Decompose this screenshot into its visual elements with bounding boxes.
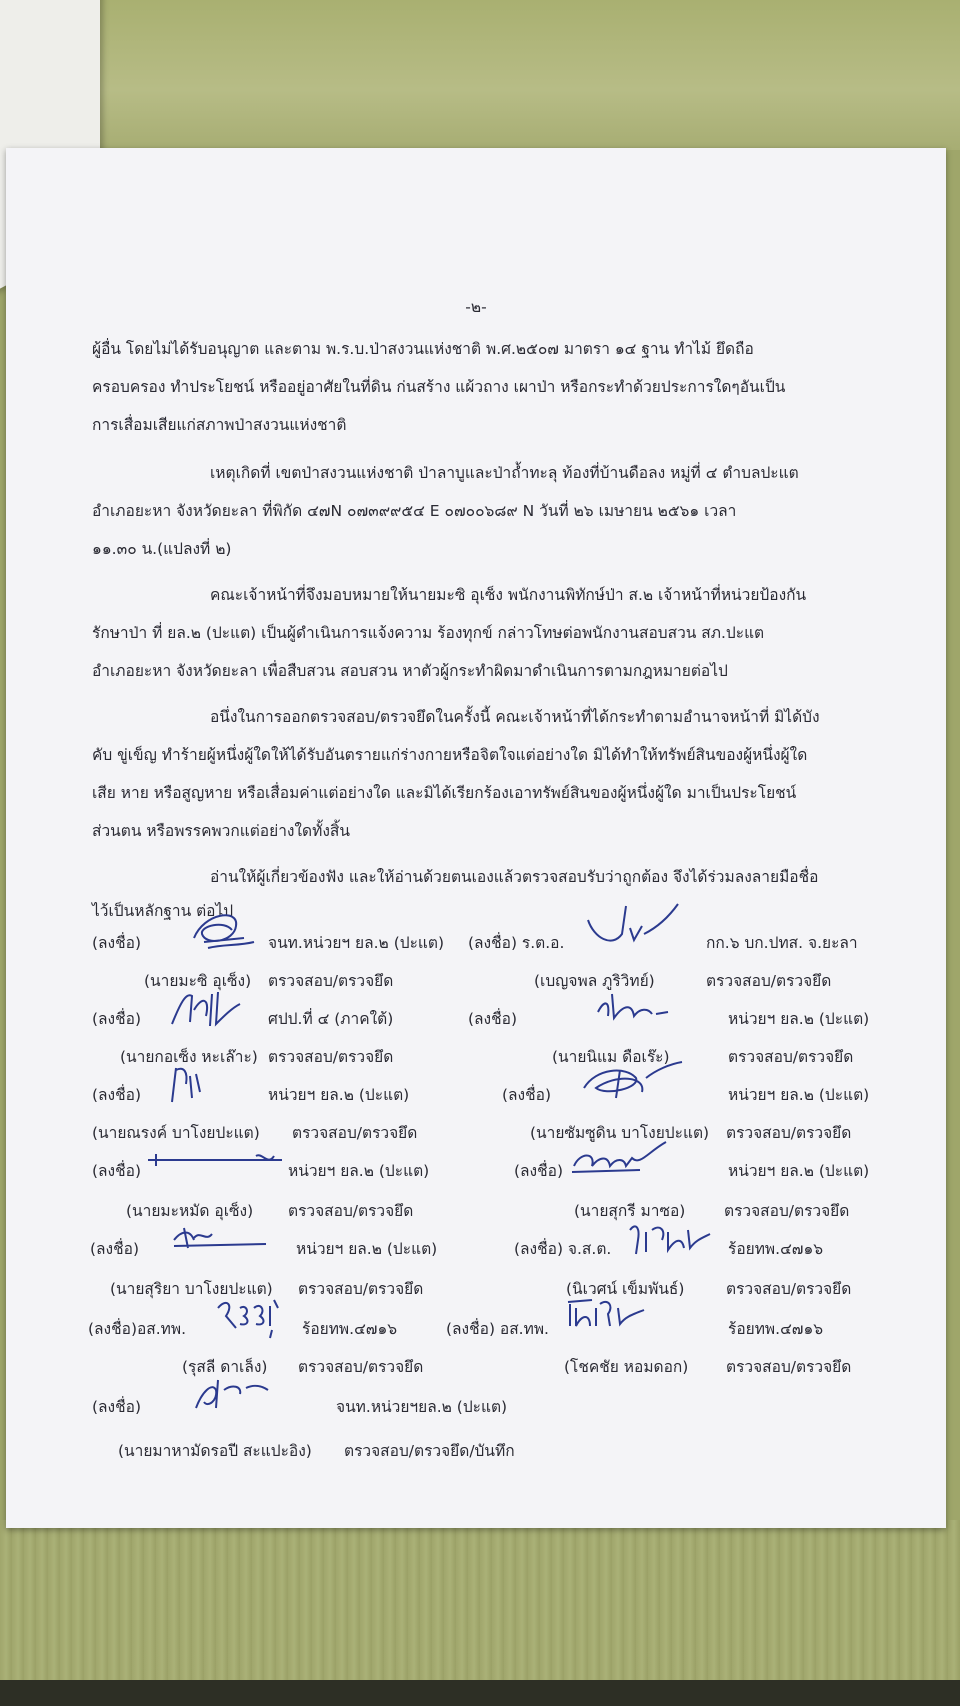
paragraph-1-line-2: ครอบครอง ทำประโยชน์ หรืออยู่อาศัยในที่ดิน ก่นสร้าง แผ้วถาง เผาป่า หรือกระทำด้วยประการใดๆอันเป็น [92,378,786,396]
signature-2-right-name: (นายนิแม ดือเร๊ะ) [552,1048,670,1066]
signature-5-left-role: ตรวจสอบ/ตรวจยึด [298,1280,424,1298]
signature-4-left-handwriting [146,1148,286,1172]
signature-2-left-name: (นายกอเซ็ง หะเล๊าะ) [120,1048,258,1066]
signature-2-left-role: ตรวจสอบ/ตรวจยึด [268,1048,394,1066]
signature-4-left-position: หน่วยฯ ยล.๒ (ปะแต) [288,1162,430,1180]
signature-1-right-role: ตรวจสอบ/ตรวจยึด [706,972,832,990]
signature-4-right-name: (นายสุกรี มาซอ) [574,1202,686,1220]
signature-6-left-label: (ลงชื่อ)อส.ทพ. [88,1320,187,1338]
signature-4-left-name: (นายมะหมัด อุเซ็ง) [126,1202,254,1220]
signature-6-right-position: ร้อยทพ.๔๗๑๖ [728,1320,824,1338]
signature-5-right-role: ตรวจสอบ/ตรวจยึด [726,1280,852,1298]
signature-7-left-role: ตรวจสอบ/ตรวจยึด/บันทึก [344,1442,515,1460]
signature-2-right-handwriting [594,990,674,1026]
page-number: -๒- [465,298,487,316]
paragraph-4-line-2: คับ ขู่เข็ญ ทำร้ายผู้หนึ่งผู้ใดให้ได้รับอันตรายแก่ร่างกายหรือจิตใจแต่อย่างใด มิได้ทำให้ทรัพย์สินของผู้หนึ่งผู้ใด [92,746,808,764]
paragraph-4-line-3: เสีย หาย หรือสูญหาย หรือเสื่อมค่าแต่อย่างใด และมิได้เรียกร้องเอาทรัพย์สินของผู้หนึ่งผู้ใด มาเป็นประโยชน์ [92,784,797,802]
signature-3-right-name: (นายซัมซูดิน บาโงยปะแต) [530,1124,710,1142]
paragraph-1-line-3: การเสื่อมเสียแก่สภาพป่าสงวนแห่งชาติ [92,416,347,434]
signature-1-right-label: (ลงชื่อ) ร.ต.อ. [468,934,565,952]
signature-3-left-label: (ลงชื่อ) [92,1086,141,1104]
signature-4-left-role: ตรวจสอบ/ตรวจยึด [288,1202,414,1220]
signature-2-left-label: (ลงชื่อ) [92,1010,141,1028]
signature-4-right-role: ตรวจสอบ/ตรวจยึด [724,1202,850,1220]
signature-5-right-position: ร้อยทพ.๔๗๑๖ [728,1240,824,1258]
paragraph-3-line-2: รักษาป่า ที่ ยล.๒ (ปะแต) เป็นผู้ดำเนินการแจ้งความ ร้องทุกข์ กล่าวโทษต่อพนักงานสอบสวน สภ.ปะแต [92,624,765,642]
signature-3-left-position: หน่วยฯ ยล.๒ (ปะแต) [268,1086,410,1104]
paragraph-4-line-4: ส่วนตน หรือพรรคพวกแต่อย่างใดทั้งสิ้น [92,822,350,840]
signature-2-left-position: ศปป.ที่ ๔ (ภาคใต้) [268,1010,394,1028]
signature-2-left-handwriting [166,986,246,1030]
signature-1-right-position: กก.๖ บก.ปทส. จ.ยะลา [706,934,858,952]
signature-5-left-handwriting [170,1222,270,1252]
document-page [6,148,946,1528]
signature-5-left-label: (ลงชื่อ) [90,1240,139,1258]
signature-3-left-role: ตรวจสอบ/ตรวจยึด [292,1124,418,1142]
signature-1-left-position: จนท.หน่วยฯ ยล.๒ (ปะแต) [268,934,445,952]
signature-6-right-handwriting [562,1294,652,1334]
signature-1-left-role: ตรวจสอบ/ตรวจยึด [268,972,394,990]
paragraph-3-line-3: อำเภอยะหา จังหวัดยะลา เพื่อสืบสวน สอบสวน หาตัวผู้กระทำผิดมาดำเนินการตามกฎหมายต่อไป [92,662,728,680]
signature-5-left-position: หน่วยฯ ยล.๒ (ปะแต) [296,1240,438,1258]
paragraph-2-line-3: ๑๑.๓๐ น.(แปลงที่ ๒) [92,540,232,558]
signature-3-right-position: หน่วยฯ ยล.๒ (ปะแต) [728,1086,870,1104]
signature-6-right-label: (ลงชื่อ) อส.ทพ. [446,1320,549,1338]
signature-3-right-handwriting [576,1058,686,1102]
signature-1-left-label: (ลงชื่อ) [92,934,141,952]
signature-4-right-handwriting [570,1138,670,1178]
signature-1-right-name: (เบญจพล ภูริวิทย์) [534,972,655,990]
signature-3-right-label: (ลงชื่อ) [502,1086,551,1104]
paragraph-5-line-2: ไว้เป็นหลักฐาน ต่อไป [92,902,234,920]
signature-1-left-name: (นายมะซิ อุเซ็ง) [144,972,252,990]
paragraph-4-line-1: อนึ่งในการออกตรวจสอบ/ตรวจยึดในครั้งนี้ คณะเจ้าหน้าที่ได้กระทำตามอำนาจหน้าที่ มิได้บัง [210,708,820,726]
signature-5-right-handwriting [626,1218,716,1258]
signature-7-left-position: จนท.หน่วยฯยล.๒ (ปะแต) [336,1398,508,1416]
signature-6-left-name: (รุสลี ดาเล็ง) [182,1358,268,1376]
document-body [6,148,946,1528]
background-floor-shadow [0,1680,960,1706]
signature-2-right-position: หน่วยฯ ยล.๒ (ปะแต) [728,1010,870,1028]
paragraph-2-line-2: อำเภอยะหา จังหวัดยะลา ที่พิกัด ๔๗N ๐๗๓๙๙๕๔ E ๐๗๐๐๖๘๙ N วันที่ ๒๖ เมษายน ๒๕๖๑ เวลา [92,502,737,520]
signature-3-left-name: (นายณรงค์ บาโงยปะแต) [92,1124,260,1142]
signature-3-right-role: ตรวจสอบ/ตรวจยึด [726,1124,852,1142]
signature-1-right-handwriting [582,898,682,952]
signature-7-left-name: (นายมาหามัดรอปี สะแปะอิง) [118,1442,312,1460]
signature-4-right-position: หน่วยฯ ยล.๒ (ปะแต) [728,1162,870,1180]
signature-6-right-name: (โชคชัย หอมดอก) [564,1358,689,1376]
signature-7-left-label: (ลงชื่อ) [92,1398,141,1416]
paragraph-5-line-1: อ่านให้ผู้เกี่ยวข้องฟัง และให้อ่านด้วยตนเองแล้วตรวจสอบรับว่าถูกต้อง จึงได้ร่วมลงลายมือชื่อ [210,868,819,886]
signature-3-left-handwriting [166,1062,216,1106]
signature-2-right-role: ตรวจสอบ/ตรวจยึด [728,1048,854,1066]
signature-5-right-name: (นิเวศน์ เข็มพันธ์) [566,1280,685,1298]
signature-5-left-name: (นายสุริยา บาโงยปะแต) [110,1280,273,1298]
signature-6-left-handwriting [212,1294,292,1340]
signature-6-left-position: ร้อยทพ.๔๗๑๖ [302,1320,398,1338]
background-bottom [0,1520,960,1706]
signature-6-right-role: ตรวจสอบ/ตรวจยึด [726,1358,852,1376]
signature-4-left-label: (ลงชื่อ) [92,1162,141,1180]
signature-6-left-role: ตรวจสอบ/ตรวจยึด [298,1358,424,1376]
paragraph-3-line-1: คณะเจ้าหน้าที่จึงมอบหมายให้นายมะซิ อุเซ็ง พนักงานพิทักษ์ป่า ส.๒ เจ้าหน้าที่หน่วยป้องกัน [210,586,807,604]
signature-2-right-label: (ลงชื่อ) [468,1010,517,1028]
signature-7-left-handwriting [192,1374,272,1414]
paragraph-2-line-1: เหตุเกิดที่ เขตป่าสงวนแห่งชาติ ป่าลาบูและป่าถ้ำทะลุ ท้องที่บ้านดือลง หมู่ที่ ๔ ตำบลปะแต [210,464,799,482]
paragraph-1-line-1: ผู้อื่น โดยไม่ได้รับอนุญาต และตาม พ.ร.บ.ป่าสงวนแห่งชาติ พ.ศ.๒๕๐๗ มาตรา ๑๔ ฐาน ทำไม้ ยึดถือ [92,340,754,358]
signature-1-left-handwriting [184,908,264,952]
background-top [0,0,960,150]
signature-5-right-label: (ลงชื่อ) จ.ส.ต. [514,1240,612,1258]
signature-4-right-label: (ลงชื่อ) [514,1162,563,1180]
